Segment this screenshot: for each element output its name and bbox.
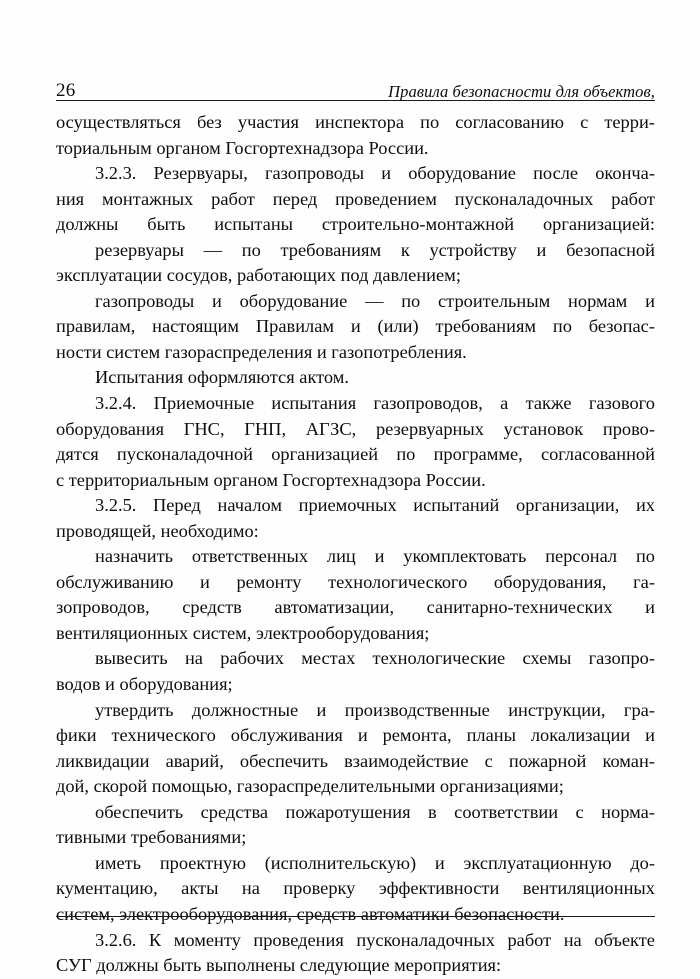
text-word: нормам xyxy=(568,290,628,311)
text-word: ГНП, xyxy=(244,418,287,439)
page-number: 26 xyxy=(56,80,76,101)
text-word: ликвидации xyxy=(56,750,150,771)
text-word: Приемочные xyxy=(153,393,255,414)
text-line: проводящей, необходимо: xyxy=(56,520,259,541)
text-word: к xyxy=(400,239,410,260)
text-word: АГЗС, xyxy=(305,418,357,439)
text-word: газопро- xyxy=(588,648,655,669)
text-line xyxy=(56,851,655,877)
text-word: оконча- xyxy=(595,163,655,184)
text-word: резервуарных xyxy=(375,418,484,439)
text-word: на xyxy=(563,929,582,950)
text-word: К xyxy=(148,929,162,950)
text-word: 3.2.3. xyxy=(95,163,137,184)
text-word: приемочных xyxy=(298,495,397,516)
text-word: ответственных xyxy=(191,546,309,567)
text-word: пусконаладочной xyxy=(116,444,254,465)
text-word: ГНС, xyxy=(183,418,225,439)
text-word: устройству xyxy=(429,239,517,260)
text-word: ремонта, xyxy=(382,725,452,746)
text-line: дой, скорой помощью, газораспределительными организациями; xyxy=(56,776,564,797)
text-word: с xyxy=(580,112,589,132)
text-word: согласованию xyxy=(455,112,564,132)
text-word: их xyxy=(635,495,655,516)
text-line xyxy=(56,800,655,826)
text-word: перед xyxy=(272,188,318,209)
text-word: технического xyxy=(111,725,216,746)
text-word: безопасной xyxy=(566,239,655,260)
text-word: ния xyxy=(56,188,85,209)
text-word: локализации xyxy=(530,725,631,746)
text-word: испытаны xyxy=(214,214,294,235)
text-word: работ xyxy=(211,188,255,209)
text-word: по xyxy=(401,290,421,311)
text-line: эксплуатации сосудов, работающих под давлением; xyxy=(56,265,461,286)
text-word: по xyxy=(396,444,416,465)
text-word: по xyxy=(241,239,261,260)
text-word: на xyxy=(241,878,260,899)
text-word: резервуары xyxy=(95,239,184,260)
text-word: после xyxy=(533,163,579,184)
text-word: средств xyxy=(182,597,242,618)
text-word: рабочих xyxy=(220,648,284,669)
text-word: — xyxy=(365,290,384,311)
text-word: с xyxy=(575,801,584,822)
text-word: пусконаладочных xyxy=(454,188,594,209)
text-word: а xyxy=(500,393,509,414)
text-line: тивными требованиями; xyxy=(56,827,247,848)
text-line: ности систем газораспределения и газопотребления. xyxy=(56,341,467,362)
text-word: работ xyxy=(507,929,552,950)
text-word: прово- xyxy=(602,418,655,439)
text-word: га- xyxy=(633,571,655,592)
text-word: и xyxy=(350,316,361,337)
text-word: настоящим xyxy=(152,316,240,337)
text-word: строительным xyxy=(438,290,551,311)
text-word: без xyxy=(196,112,222,132)
text-word: проведения xyxy=(253,929,344,950)
text-word: оборудования, xyxy=(493,571,607,592)
text-word: инспектора xyxy=(315,112,404,132)
text-word: газового xyxy=(588,393,655,414)
text-word: соответствии xyxy=(454,801,559,822)
text-word: гра- xyxy=(623,699,655,720)
text-word: — xyxy=(203,239,223,260)
text-word: и xyxy=(645,725,655,746)
text-word: организацией: xyxy=(542,214,655,235)
text-word: испытания xyxy=(271,393,357,414)
text-word: организации, xyxy=(516,495,620,516)
text-word: обеспечить xyxy=(239,750,329,771)
text-word: планы xyxy=(466,725,516,746)
text-word: согласованной xyxy=(540,444,655,465)
text-line: Испытания оформляются актом. xyxy=(95,367,350,388)
text-word: газопроводы xyxy=(95,290,195,311)
text-word: пожаротушения xyxy=(285,801,411,822)
text-word: установок xyxy=(503,418,584,439)
text-word: лиц xyxy=(326,546,356,567)
text-word: производственные xyxy=(344,699,490,720)
text-word: ремонту xyxy=(236,571,302,592)
text-word: и xyxy=(357,725,368,746)
text-word: схемы xyxy=(522,648,572,669)
text-word: до- xyxy=(630,852,655,873)
text-line xyxy=(56,749,655,775)
text-line xyxy=(56,314,655,340)
text-word: и xyxy=(316,699,327,720)
text-word: назначить xyxy=(95,546,174,567)
text-line: вентиляционных систем, электрооборудования; xyxy=(56,622,430,643)
text-line: водов и оборудования; xyxy=(56,674,233,695)
text-word: и xyxy=(211,290,222,311)
text-word: требованиям xyxy=(280,239,382,260)
text-word: на xyxy=(184,648,203,669)
text-word: в xyxy=(428,801,437,822)
text-line: с территориальным органом Госгортехнадзора России. xyxy=(56,469,486,490)
text-line xyxy=(56,698,655,724)
running-title: Правила безопасности для объектов, xyxy=(388,81,655,101)
body-text xyxy=(56,110,655,979)
text-line xyxy=(56,212,655,238)
text-line: ториальным органом Госгортехнадзора России. xyxy=(56,137,429,158)
text-word: проектную xyxy=(159,852,246,873)
text-line xyxy=(56,238,655,264)
text-word: фики xyxy=(56,725,97,746)
text-word: объекте xyxy=(594,929,655,950)
text-line xyxy=(56,646,655,672)
text-word: работ xyxy=(611,188,655,209)
text-word: началом xyxy=(217,495,283,516)
text-word: кументацию, xyxy=(56,878,158,899)
text-line xyxy=(56,391,655,417)
text-line xyxy=(56,289,655,315)
text-word: и xyxy=(645,290,655,311)
text-line xyxy=(56,595,655,621)
text-line xyxy=(56,442,655,468)
text-word: технологические xyxy=(372,648,506,669)
text-word: правилам, xyxy=(56,316,136,337)
text-word: дятся xyxy=(56,444,99,465)
text-word: безопас- xyxy=(588,316,655,337)
text-word: и xyxy=(645,597,655,618)
text-word: коман- xyxy=(602,750,655,771)
text-word: пожарной xyxy=(508,750,587,771)
text-word: оборудование xyxy=(239,290,348,311)
text-word: быть xyxy=(147,214,186,235)
text-line xyxy=(56,928,655,954)
text-word: иметь xyxy=(95,852,142,873)
text-word: вентиляционных xyxy=(522,878,655,899)
text-word: проведением xyxy=(335,188,437,209)
text-word: санитарно-технических xyxy=(426,597,613,618)
text-word: вывесить xyxy=(95,648,168,669)
text-word: пусконаладочных xyxy=(356,929,495,950)
text-word: аварий, xyxy=(165,750,224,771)
text-line xyxy=(56,493,655,519)
text-word: оборудования xyxy=(56,418,165,439)
text-word: персонал xyxy=(545,546,618,567)
text-word: должны xyxy=(56,214,119,235)
text-word: по xyxy=(635,546,655,567)
text-word: испытаний xyxy=(413,495,500,516)
text-word: осуществляться xyxy=(56,112,181,132)
text-word: и xyxy=(381,163,392,184)
text-word: программе, xyxy=(433,444,523,465)
text-word: по xyxy=(552,316,572,337)
text-line: СУГ должны быть выполнены следующие мероприятия: xyxy=(56,955,502,976)
text-word: Резервуары, xyxy=(153,163,248,184)
text-word: монтажных xyxy=(102,188,194,209)
text-word: газопроводов, xyxy=(373,393,483,414)
header-rule xyxy=(56,100,655,101)
text-word: строительно-монтажной xyxy=(321,214,515,235)
text-word: терри- xyxy=(604,112,655,132)
text-word: Правилам xyxy=(255,316,335,337)
text-word: требованиям xyxy=(435,316,537,337)
text-word: взаимодействие xyxy=(344,750,469,771)
text-line xyxy=(56,161,655,187)
text-word: технологического xyxy=(328,571,468,592)
text-word: моменту xyxy=(173,929,241,950)
text-word: обеспечить xyxy=(95,801,184,822)
text-word: и xyxy=(200,571,210,592)
page-header xyxy=(56,70,655,100)
text-word: обслуживания xyxy=(230,725,343,746)
footer-rule xyxy=(56,916,655,917)
text-line xyxy=(56,110,655,136)
text-word: оборудование xyxy=(408,163,516,184)
text-line xyxy=(56,544,655,570)
text-line xyxy=(56,876,655,902)
text-word: по xyxy=(420,112,440,132)
text-word: газопроводы xyxy=(264,163,365,184)
text-word: проверку xyxy=(283,878,356,899)
text-word: 3.2.5. xyxy=(95,495,137,516)
text-word: с xyxy=(484,750,493,771)
text-line: систем, электрооборудования, средств автоматики безопасности. xyxy=(56,903,565,924)
text-word: эффективности xyxy=(378,878,500,899)
text-word: зопроводов, xyxy=(56,597,150,618)
text-word: утвердить xyxy=(95,699,174,720)
text-word: акты xyxy=(181,878,219,899)
text-word: 3.2.6. xyxy=(95,929,137,950)
text-word: (исполнительскую) xyxy=(264,852,417,873)
text-line xyxy=(56,187,655,213)
text-word: также xyxy=(525,393,572,414)
text-line xyxy=(56,417,655,443)
text-word: автоматизации, xyxy=(274,597,395,618)
text-word: и xyxy=(434,852,445,873)
text-word: местах xyxy=(301,648,356,669)
text-word: обслуживанию xyxy=(56,571,174,592)
text-word: участия xyxy=(237,112,299,132)
text-word: и xyxy=(374,546,385,567)
text-word: и xyxy=(536,239,547,260)
text-word: инструкции, xyxy=(508,699,606,720)
text-word: 3.2.4. xyxy=(95,393,137,414)
text-word: средства xyxy=(200,801,269,822)
text-word: Перед xyxy=(152,495,201,516)
text-word: эксплуатационную xyxy=(463,852,612,873)
text-word: (или) xyxy=(377,316,419,337)
text-line xyxy=(56,723,655,749)
text-word: норма- xyxy=(601,801,655,822)
text-line xyxy=(56,570,655,596)
text-word: укомплектовать xyxy=(403,546,527,567)
text-word: должностные xyxy=(191,699,299,720)
text-word: организацией xyxy=(271,444,379,465)
